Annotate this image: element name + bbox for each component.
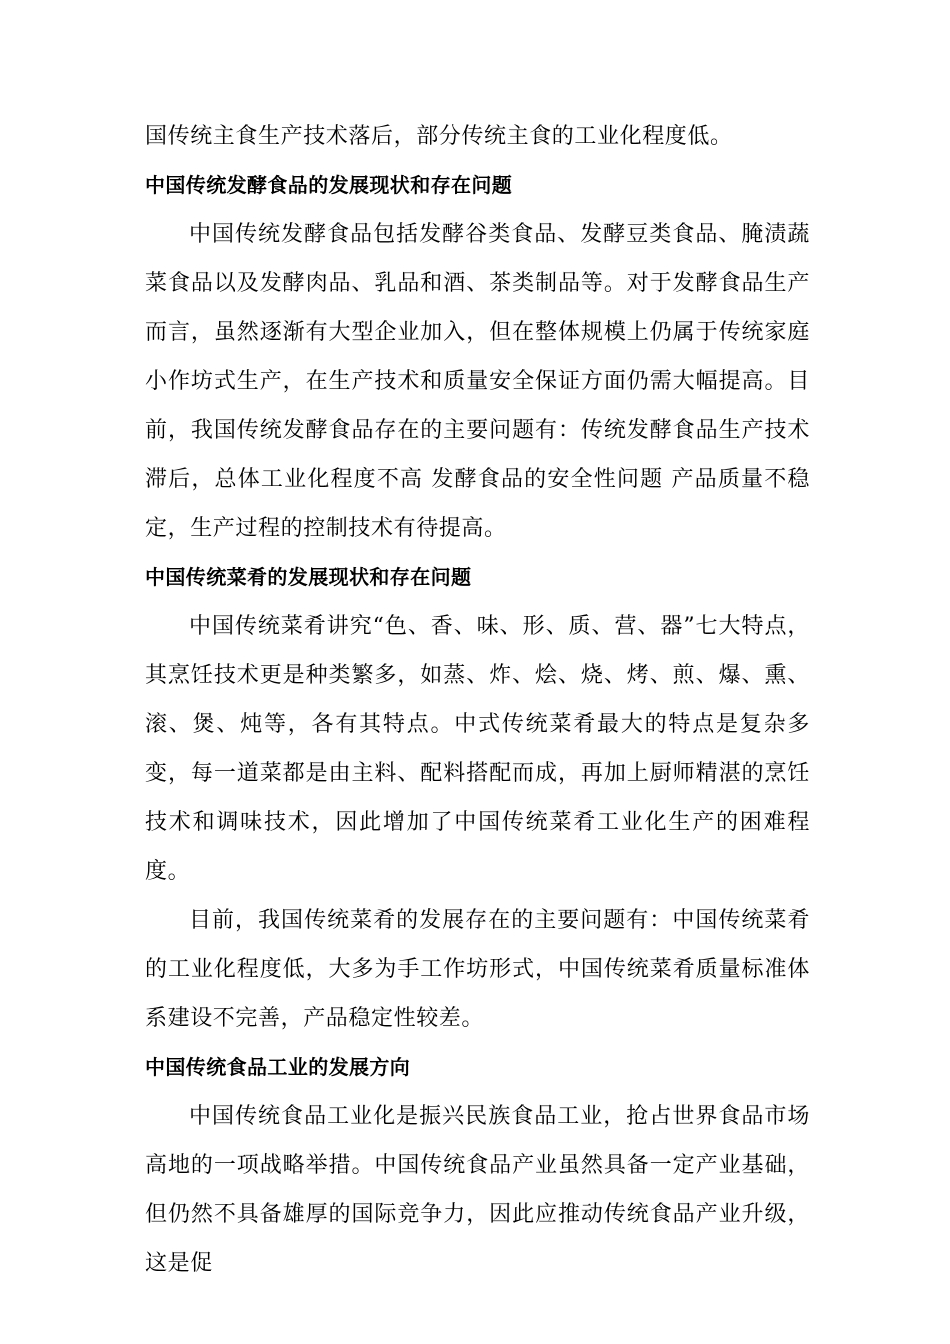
- paragraph-dishes-features: 中国传统菜肴讲究“色、香、味、形、质、营、器”七大特点，其烹饪技术更是种类繁多，如蒸、炸、烩、烧、烤、煎、爆、熏、滚、煲、炖等，各有其特点。中式传统菜肴最大的特点是复杂多变，每一道菜都是由主料、配料搭配而成，再加上厨师精湛的烹饪技术和调味技术，因此增加了中国传统菜肴工业化生产的困难程度。: [145, 614, 810, 884]
- document-page: [145, 112, 810, 1288]
- section-heading-dishes: 中国传统菜肴的发展现状和存在问题: [145, 565, 472, 589]
- section-heading-fermented-food: 中国传统发酵食品的发展现状和存在问题: [145, 173, 513, 197]
- section-heading-development-direction: 中国传统食品工业的发展方向: [145, 1055, 411, 1079]
- paragraph-development-direction: 中国传统食品工业化是振兴民族食品工业，抢占世界食品市场高地的一项战略举措。中国传统食品产业虽然具备一定产业基础，但仍然不具备雄厚的国际竞争力，因此应推动传统食品产业升级，这是促: [145, 1104, 810, 1276]
- paragraph-dishes-problems: 目前，我国传统菜肴的发展存在的主要问题有：中国传统菜肴的工业化程度低，大多为手工作坊形式，中国传统菜肴质量标准体系建设不完善，产品稳定性较差。: [145, 908, 810, 1031]
- paragraph-continued: 国传统主食生产技术落后，部分传统主食的工业化程度低。: [145, 124, 733, 149]
- paragraph-fermented-food: 中国传统发酵食品包括发酵谷类食品、发酵豆类食品、腌渍蔬菜食品以及发酵肉品、乳品和酒、茶类制品等。对于发酵食品生产而言，虽然逐渐有大型企业加入，但在整体规模上仍属于传统家庭小作坊式生产，在生产技术和质量安全保证方面仍需大幅提高。目前，我国传统发酵食品存在的主要问题有：传统发酵食品生产技术滞后，总体工业化程度不高 发酵食品的安全性问题 产品质量不稳定，生产过程的控制技术有待提高。: [145, 222, 810, 541]
